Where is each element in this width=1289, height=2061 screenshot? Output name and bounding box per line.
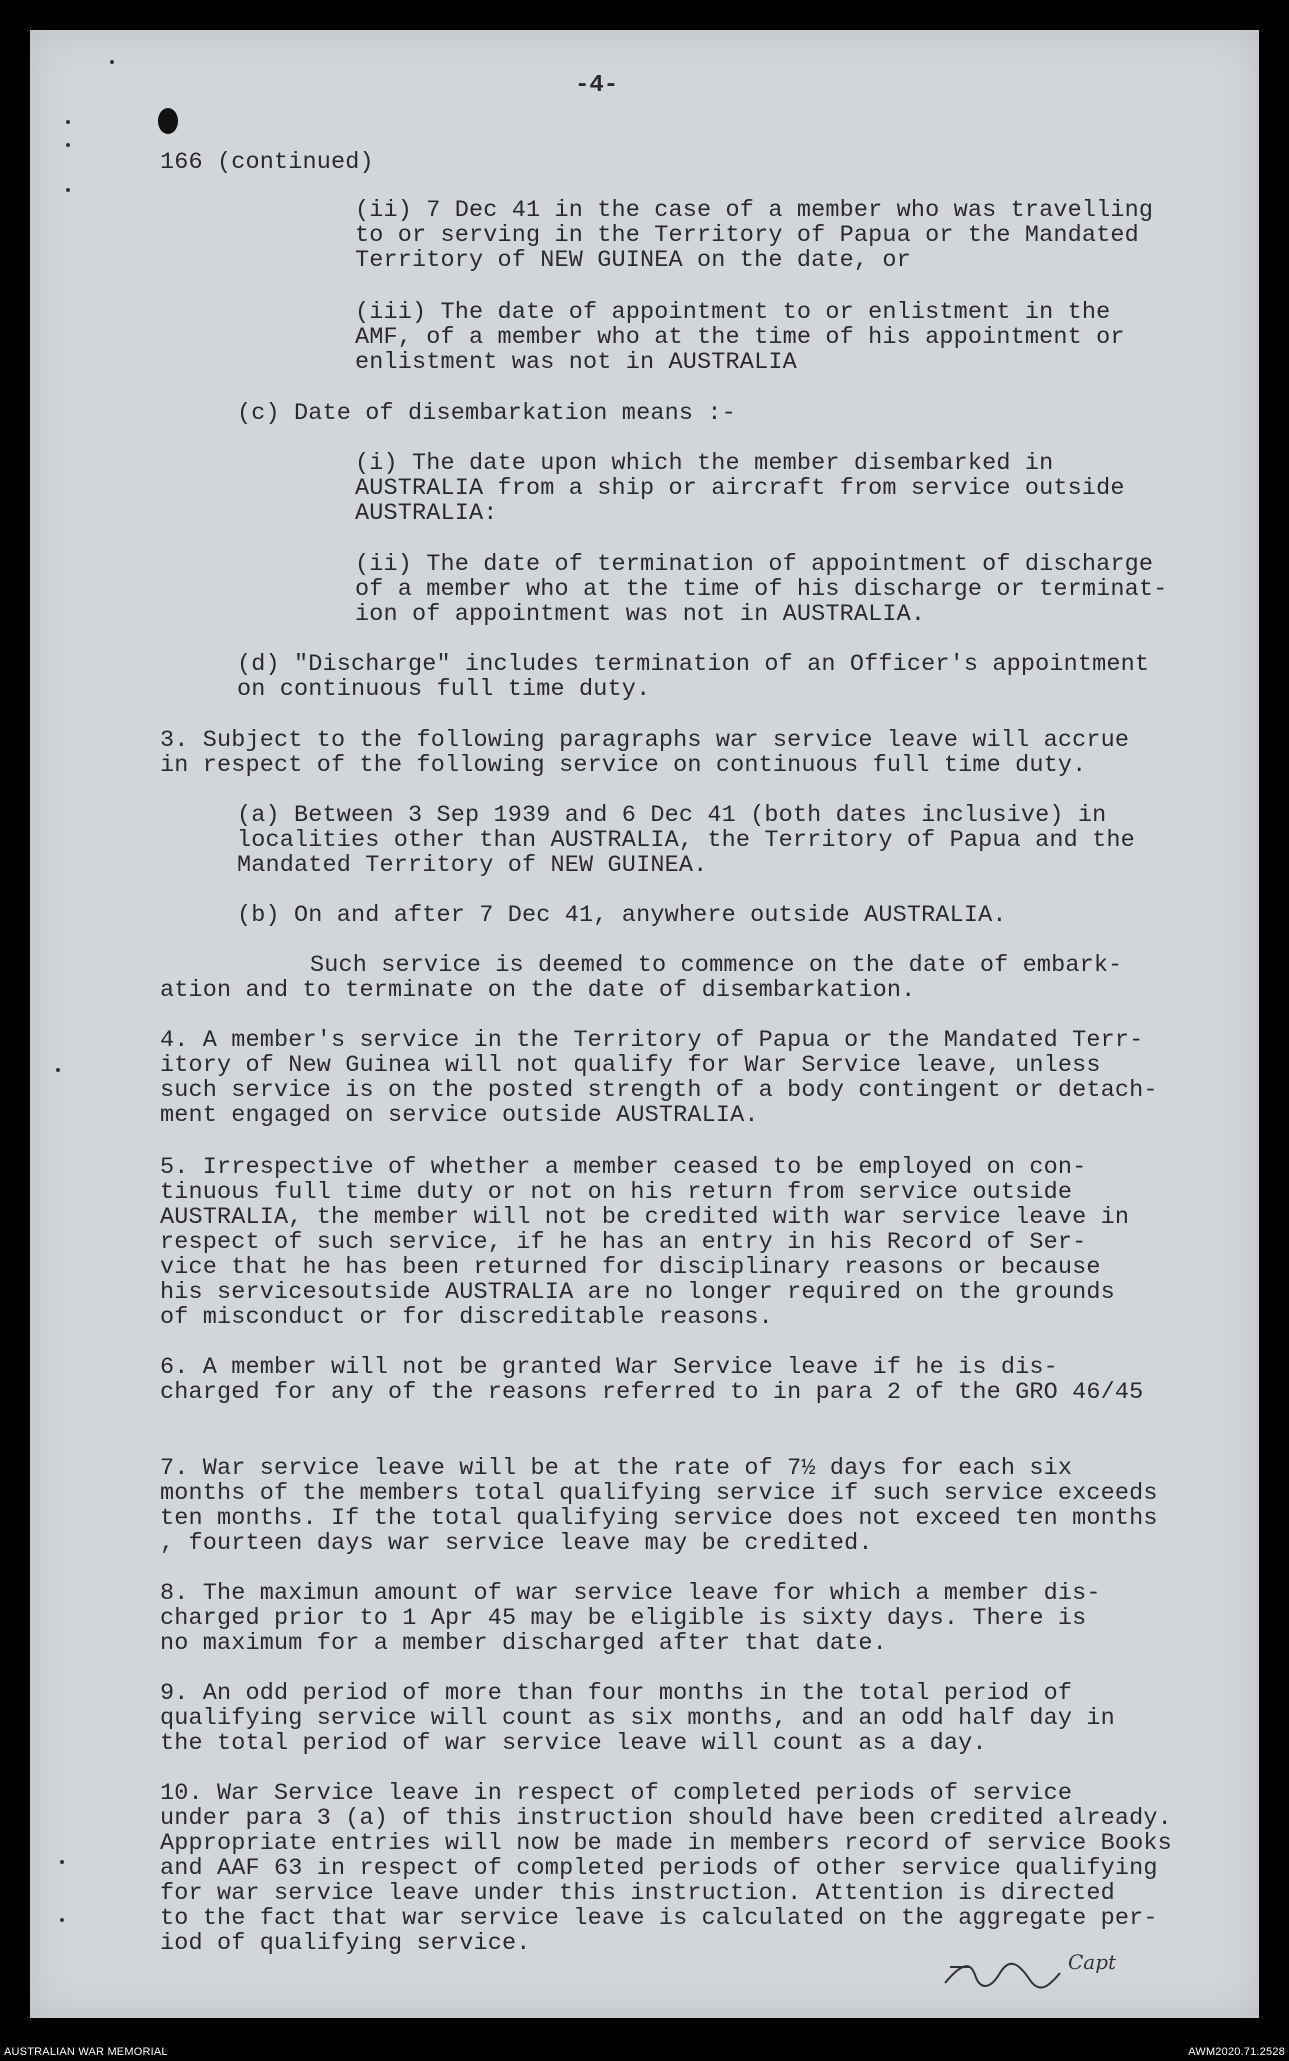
text-line: of misconduct or for discreditable reasons. — [160, 1304, 773, 1331]
text-line: charged for any of the reasons referred to in para 2 of the GRO 46/45 — [160, 1379, 1144, 1406]
text-line: ion of appointment was not in AUSTRALIA. — [355, 601, 926, 628]
text-line: 3. Subject to the following paragraphs war service leave will accrue — [160, 727, 1130, 754]
text-line: charged prior to 1 Apr 45 may be eligible is sixty days. There is — [160, 1605, 1087, 1632]
text-line: (ii) The date of termination of appointment of discharge — [355, 551, 1154, 578]
text-line: and AAF 63 in respect of completed periods of other service qualifying — [160, 1855, 1158, 1882]
signature-rank: Capt — [1068, 1950, 1117, 1974]
text-line: , fourteen days war service leave may be credited. — [160, 1530, 873, 1557]
text-line: such service is on the posted strength of a body contingent or detach- — [160, 1077, 1158, 1104]
text-line: (b) On and after 7 Dec 41, anywhere outside AUSTRALIA. — [237, 902, 1007, 929]
text-line: on continuous full time duty. — [237, 676, 651, 703]
text-line: ation and to terminate on the date of disembarkation. — [160, 977, 916, 1004]
text-line: respect of such service, if he has an entry in his Record of Ser- — [160, 1229, 1087, 1256]
text-line: (iii) The date of appointment to or enlistment in the — [355, 299, 1111, 326]
text-line: of a member who at the time of his discharge or terminat- — [355, 576, 1168, 603]
text-line: months of the members total qualifying service if such service exceeds — [160, 1480, 1158, 1507]
text-line: AUSTRALIA from a ship or aircraft from service outside — [355, 475, 1125, 502]
text-line: AUSTRALIA, the member will not be credited with war service leave in — [160, 1204, 1130, 1231]
section-heading: 166 (continued) — [160, 149, 374, 176]
text-line: Such service is deemed to commence on the date of embark- — [310, 952, 1123, 979]
text-line: Mandated Territory of NEW GUINEA. — [237, 852, 708, 879]
text-line: AMF, of a member who at the time of his appointment or — [355, 324, 1125, 351]
text-line: in respect of the following service on continuous full time duty. — [160, 752, 1087, 779]
text-line: no maximum for a member discharged after that date. — [160, 1630, 887, 1657]
text-line: under para 3 (a) of this instruction should have been credited already. — [160, 1805, 1172, 1832]
page-number: -4- — [575, 72, 619, 99]
text-line: 5. Irrespective of whether a member ceased to be employed on con- — [160, 1154, 1087, 1181]
text-line: (d) "Discharge" includes termination of an Officer's appointment — [237, 651, 1150, 678]
footer-right: AWM2020.71.2528 — [1188, 2046, 1285, 2058]
text-line: vice that he has been returned for disciplinary reasons or because — [160, 1254, 1101, 1281]
text-line: 6. A member will not be granted War Service leave if he is dis- — [160, 1354, 1058, 1381]
text-line: tinuous full time duty or not on his return from service outside — [160, 1179, 1073, 1206]
text-line: (i) The date upon which the member disembarked in — [355, 450, 1054, 477]
text-line: localities other than AUSTRALIA, the Territory of Papua and the — [237, 827, 1135, 854]
text-line: Territory of NEW GUINEA on the date, or — [355, 247, 911, 274]
handwritten-signature — [940, 1945, 1120, 1995]
text-line: 10. War Service leave in respect of completed periods of service — [160, 1780, 1073, 1807]
text-line: to the fact that war service leave is calculated on the aggregate per- — [160, 1905, 1158, 1932]
text-line: 8. The maximun amount of war service leave for which a member dis- — [160, 1580, 1101, 1607]
text-line: enlistment was not in AUSTRALIA — [355, 349, 797, 376]
text-line: ment engaged on service outside AUSTRALIA. — [160, 1102, 759, 1129]
text-line: (c) Date of disembarkation means :- — [237, 400, 736, 427]
text-line: AUSTRALIA: — [355, 500, 498, 527]
text-line: 7. War service leave will be at the rate of 7½ days for each six — [160, 1455, 1073, 1482]
text-line: the total period of war service leave will count as a day. — [160, 1730, 987, 1757]
text-line: to or serving in the Territory of Papua or the Mandated — [355, 222, 1139, 249]
text-line: for war service leave under this instruction. Attention is directed — [160, 1880, 1115, 1907]
text-line: ten months. If the total qualifying service does not exceed ten months — [160, 1505, 1158, 1532]
text-line: his servicesoutside AUSTRALIA are no longer required on the grounds — [160, 1279, 1115, 1306]
text-line: Appropriate entries will now be made in members record of service Books — [160, 1830, 1172, 1857]
text-line: (a) Between 3 Sep 1939 and 6 Dec 41 (both dates inclusive) in — [237, 802, 1107, 829]
footer-left: AUSTRALIAN WAR MEMORIAL — [4, 2046, 168, 2058]
text-line: 4. A member's service in the Territory of Papua or the Mandated Terr- — [160, 1027, 1144, 1054]
text-line: 9. An odd period of more than four months in the total period of — [160, 1680, 1073, 1707]
text-line: (ii) 7 Dec 41 in the case of a member who was travelling — [355, 197, 1154, 224]
text-line: qualifying service will count as six months, and an odd half day in — [160, 1705, 1115, 1732]
text-line: itory of New Guinea will not qualify for War Service leave, unless — [160, 1052, 1101, 1079]
text-line: iod of qualifying service. — [160, 1930, 531, 1957]
